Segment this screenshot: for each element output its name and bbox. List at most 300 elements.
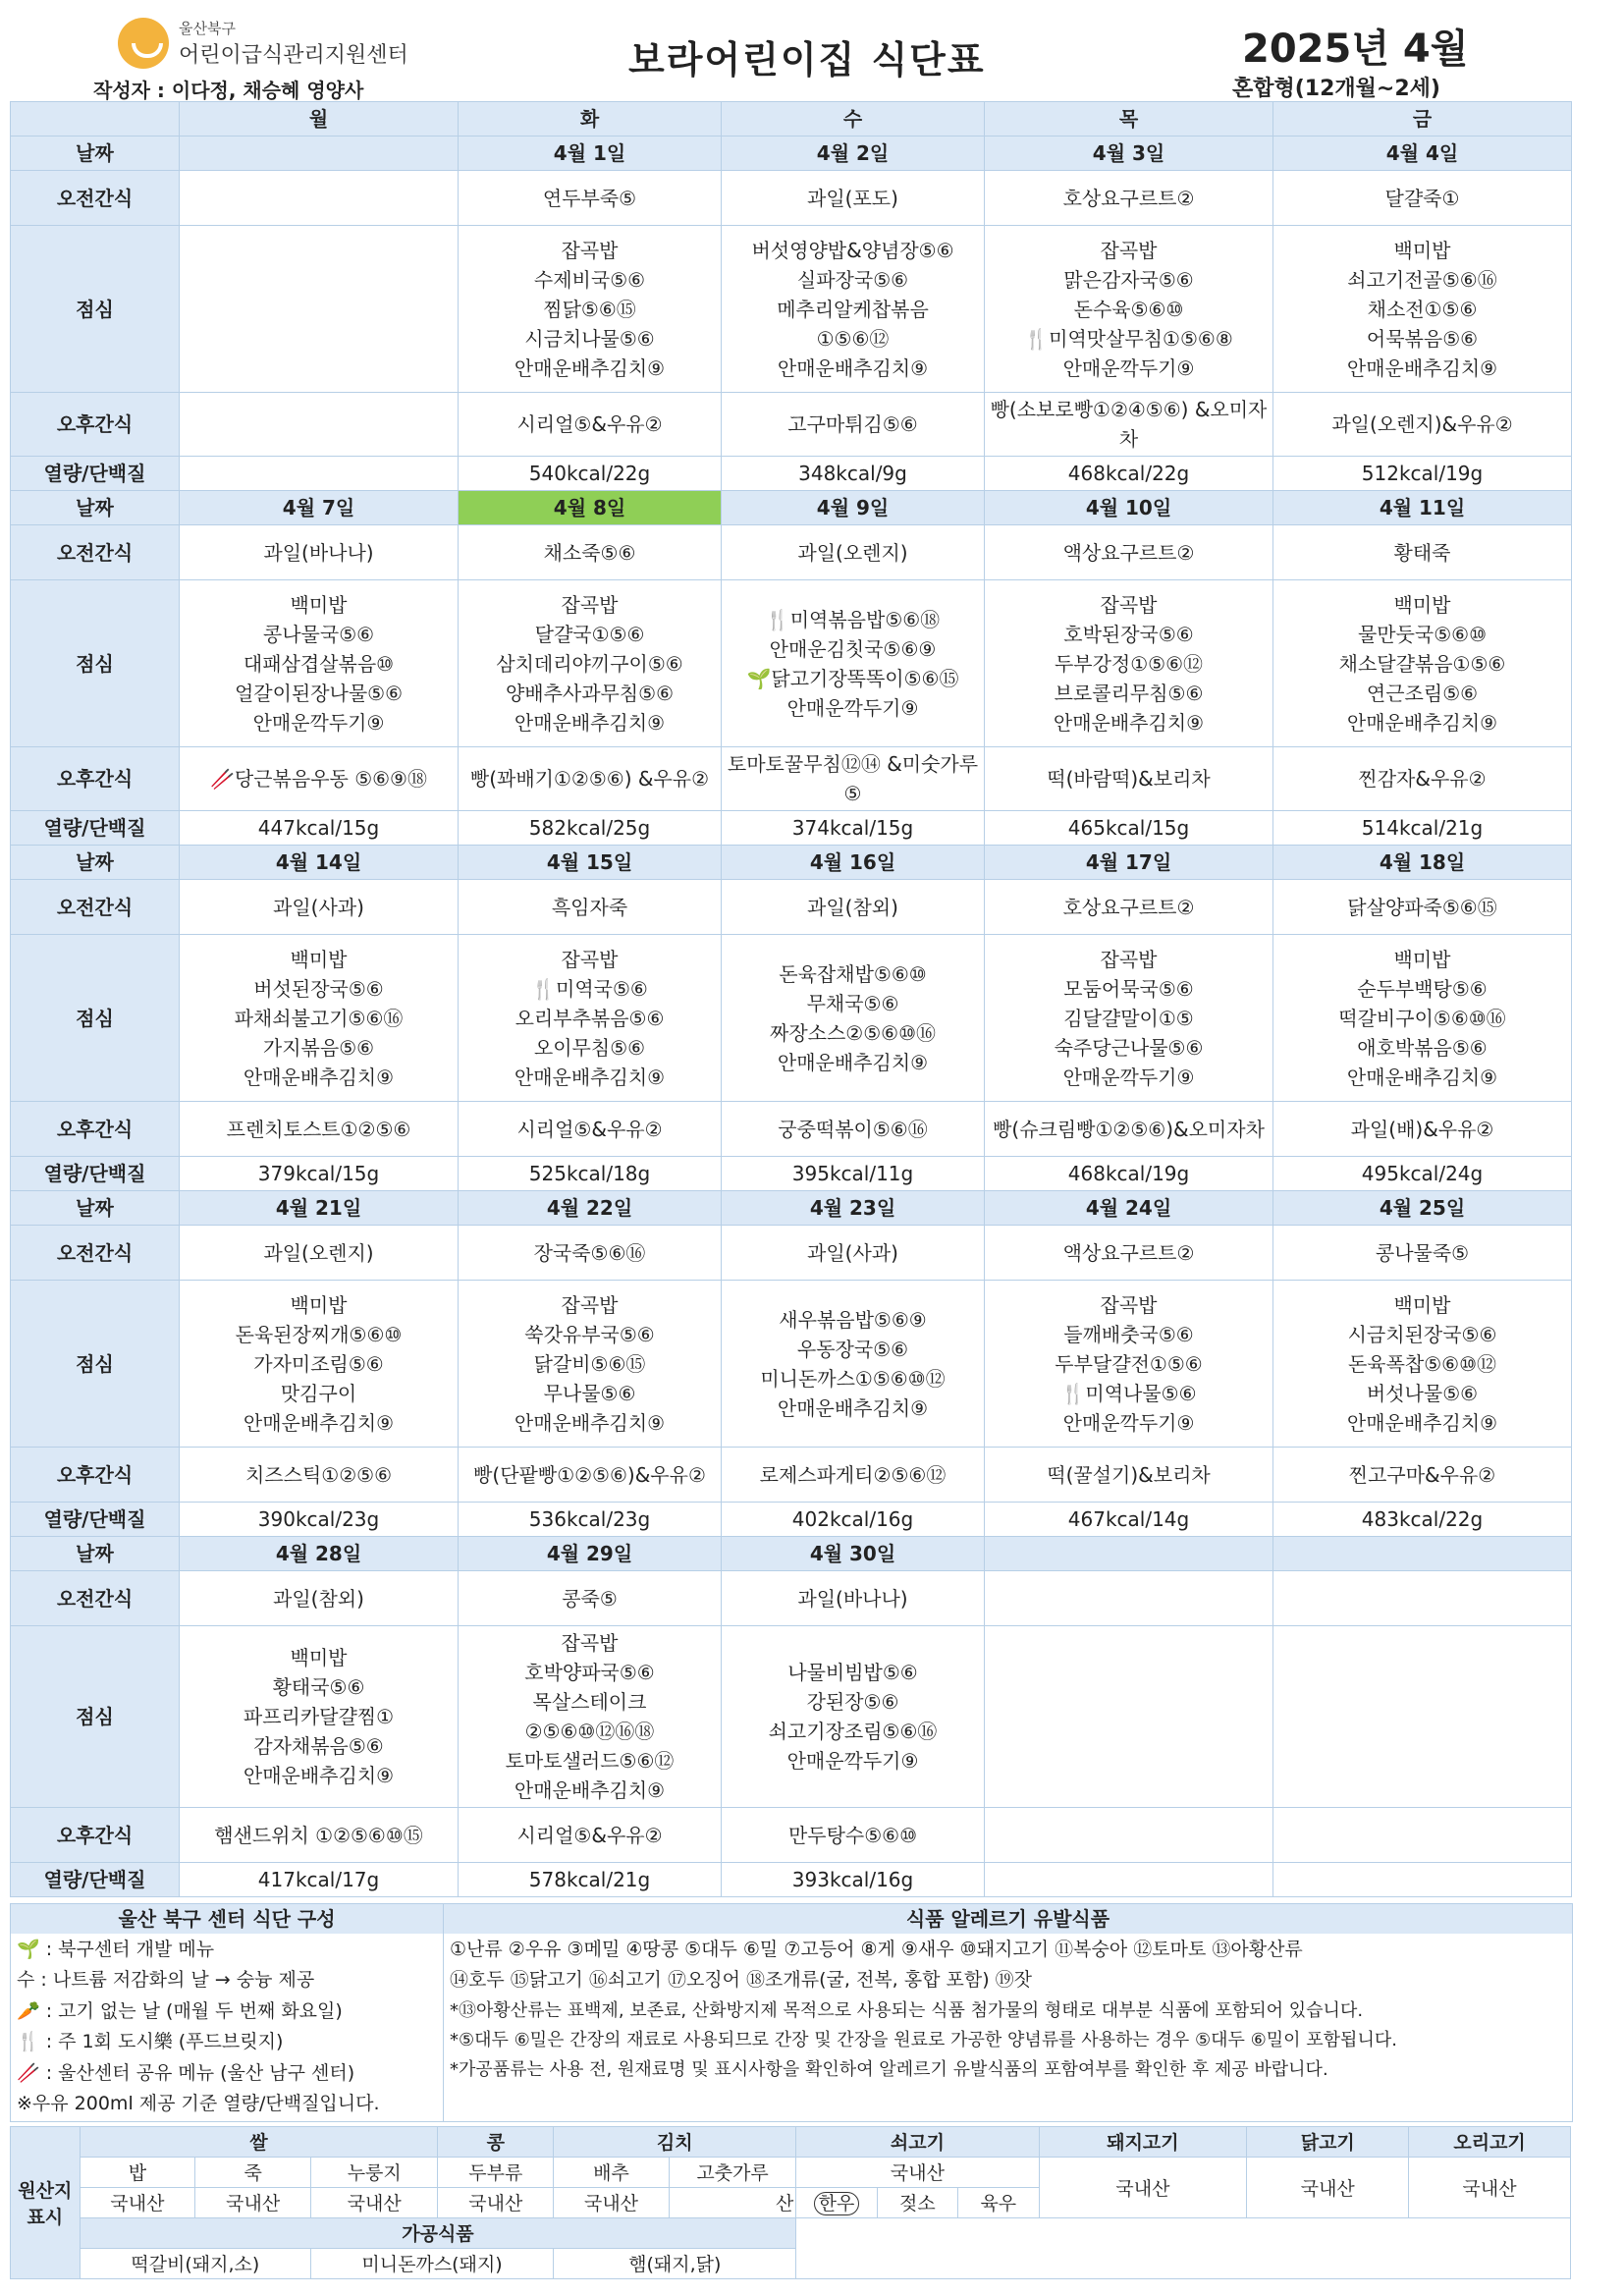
- pm-snack-cell: 떡(바람떡)&보리차: [985, 747, 1273, 811]
- lunch-item: 안매운배추김치⑨: [514, 710, 666, 735]
- lunch-item: 대패삼겹살볶음⑩: [243, 651, 395, 676]
- lunch-item: 쇠고기전골⑤⑥⑯: [1347, 267, 1497, 292]
- lunch-item: 🍴미역나물⑤⑥: [1060, 1381, 1197, 1405]
- origin-beef-domestic: 국내산: [796, 2157, 1039, 2187]
- pm-snack-cell: 궁중떡볶이⑤⑥⑯: [722, 1102, 985, 1157]
- row-label-date: 날짜: [11, 846, 180, 880]
- am-snack-cell: [985, 1571, 1273, 1626]
- kcal-cell: 417kcal/17g: [180, 1863, 459, 1897]
- lunch-cell: [1273, 935, 1572, 1102]
- lunch-item: 버섯된장국⑤⑥: [253, 976, 384, 1001]
- composition-line: 🥕 : 고기 없는 날 (매월 두 번째 화요일): [17, 1999, 343, 2022]
- date-cell: 4월 28일: [180, 1537, 459, 1571]
- lunch-item: 안매운김칫국⑤⑥⑨: [769, 636, 937, 661]
- row-label-date: 날짜: [11, 1537, 180, 1571]
- lunch-item: 잡곡밥: [561, 1631, 619, 1655]
- row-label-kcal: 열량/단백질: [11, 1863, 180, 1897]
- date-cell: 4월 25일: [1273, 1191, 1572, 1226]
- am-snack-cell: 닭살양파죽⑤⑥⑮: [1273, 880, 1572, 935]
- lunch-cell: [985, 226, 1273, 393]
- lunch-cell: [722, 580, 985, 747]
- date-cell: 4월 8일: [459, 491, 722, 525]
- pm-snack-cell: 찐감자&우유②: [1273, 747, 1572, 811]
- smile-logo-icon: [118, 18, 169, 69]
- lunch-item: 우동장국⑤⑥: [796, 1337, 909, 1361]
- pm-snack-cell: 시리얼⑤&우유②: [459, 1102, 722, 1157]
- am-snack-cell: 호상요구르트②: [985, 171, 1273, 226]
- pm-snack-cell: 떡(꿀설기)&보리차: [985, 1448, 1273, 1503]
- author: 작성자 : 이다정, 채승혜 영양사: [93, 79, 364, 102]
- lunch-item: 순두부백탕⑤⑥: [1357, 976, 1488, 1001]
- lunch-item: 돈수육⑤⑥⑩: [1073, 297, 1184, 321]
- lunch-item: 시금치나물⑤⑥: [524, 326, 655, 351]
- origin-cabbage-domestic: 국내산: [554, 2187, 670, 2217]
- pm-snack-cell: 치즈스틱①②⑤⑥: [180, 1448, 459, 1503]
- am-snack-cell: 장국죽⑤⑥⑯: [459, 1226, 722, 1281]
- row-label-kcal: 열량/단백질: [11, 457, 180, 491]
- lunch-item: 돈육잡채밥⑤⑥⑩: [779, 961, 927, 986]
- lunch-item: 연근조림⑤⑥: [1366, 681, 1479, 705]
- center-logo: [118, 18, 408, 69]
- lunch-item: 🌱닭고기장똑똑이⑤⑥⑮: [746, 666, 959, 690]
- lunch-item: 삼치데리야끼구이⑤⑥: [496, 651, 683, 676]
- pm-snack-cell: [1273, 1808, 1572, 1863]
- lunch-item: 호박된장국⑤⑥: [1063, 622, 1194, 646]
- lunch-item: 백미밥: [1393, 947, 1451, 971]
- lunch-cell: [1273, 1626, 1572, 1808]
- lunch-item: 나물비빔밥⑤⑥: [787, 1661, 918, 1684]
- pm-snack-cell: [985, 1808, 1273, 1863]
- lunch-cell: [985, 1281, 1273, 1448]
- date-cell: 4월 21일: [180, 1191, 459, 1226]
- year-month: 2025년 4월: [1242, 27, 1469, 72]
- am-snack-cell: 과일(오렌지): [180, 1226, 459, 1281]
- lunch-item: 안매운배추김치⑨: [514, 1065, 666, 1089]
- page-header: [10, 18, 1581, 101]
- day-header: 목: [985, 102, 1273, 137]
- row-label-kcal: 열량/단백질: [11, 811, 180, 846]
- origin-bap-domestic: 국내산: [80, 2187, 195, 2217]
- kcal-cell: 483kcal/22g: [1273, 1503, 1572, 1537]
- lunch-cell: [459, 580, 722, 747]
- row-label-kcal: 열량/단백질: [11, 1157, 180, 1191]
- lunch-item: 잡곡밥: [561, 1292, 619, 1317]
- kcal-cell: 578kcal/21g: [459, 1863, 722, 1897]
- row-label-lunch: 점심: [11, 226, 180, 393]
- am-snack-cell: 호상요구르트②: [985, 880, 1273, 935]
- lunch-item: 강된장⑤⑥: [806, 1690, 899, 1714]
- pm-snack-cell: 🥢당근볶음우동 ⑤⑥⑨⑱: [180, 747, 459, 811]
- lunch-item: 안매운배추김치⑨: [1346, 1410, 1498, 1435]
- lunch-item: 쑥갓유부국⑤⑥: [524, 1322, 655, 1346]
- lunch-item: 잡곡밥: [1100, 238, 1158, 262]
- composition-line: 🍴 : 주 1회 도시樂 (푸드브릿지): [17, 2031, 284, 2053]
- pm-snack-cell: 과일(오렌지)&우유②: [1273, 393, 1572, 457]
- lunch-item: 안매운배추김치⑨: [1346, 1065, 1498, 1089]
- pm-snack-cell: 빵(꽈배기①②⑤⑥) &우유②: [459, 747, 722, 811]
- kcal-cell: 525kcal/18g: [459, 1157, 722, 1191]
- date-cell: 4월 14일: [180, 846, 459, 880]
- row-label-pm-snack: 오후간식: [11, 747, 180, 811]
- page-title: 보라어린이집 식단표: [628, 38, 986, 82]
- lunch-item: 시금치된장국⑤⑥: [1347, 1322, 1497, 1346]
- allergy-note: *가공품류는 사용 전, 원재료명 및 표시사항을 확인하여 알레르기 유발식품의 포함여부를 확인한 후 제공 바랍니다.: [450, 2058, 1328, 2080]
- row-label-pm-snack: 오후간식: [11, 1102, 180, 1157]
- date-cell: [180, 137, 459, 171]
- lunch-item: 콩나물국⑤⑥: [262, 622, 375, 646]
- lunch-item: 잡곡밥: [1100, 1292, 1158, 1317]
- row-label-pm-snack: 오후간식: [11, 1448, 180, 1503]
- lunch-cell: [180, 1626, 459, 1808]
- info-section: [10, 1903, 1573, 2122]
- lunch-item: 돈육된장찌개⑤⑥⑩: [235, 1322, 403, 1346]
- lunch-item: 새우볶음밥⑤⑥⑨: [779, 1307, 927, 1332]
- lunch-item: 미니돈까스①⑤⑥⑩⑫: [760, 1366, 946, 1391]
- date-cell: 4월 29일: [459, 1537, 722, 1571]
- corner-cell: [11, 102, 180, 137]
- am-snack-cell: 과일(참외): [180, 1571, 459, 1626]
- lunch-cell: [180, 580, 459, 747]
- am-snack-cell: 과일(바나나): [180, 525, 459, 580]
- lunch-item: 안매운깍두기⑨: [252, 710, 385, 735]
- row-label-kcal: 열량/단백질: [11, 1503, 180, 1537]
- am-snack-cell: 달걀죽①: [1273, 171, 1572, 226]
- kcal-cell: 582kcal/25g: [459, 811, 722, 846]
- lunch-cell: [459, 226, 722, 393]
- composition-line: 🌱 : 북구센터 개발 메뉴: [17, 1939, 215, 1960]
- lunch-item: 안매운배추김치⑨: [1053, 710, 1205, 735]
- lunch-cell: [459, 1626, 722, 1808]
- row-label-lunch: 점심: [11, 1281, 180, 1448]
- origin-hanwoo: 한우: [796, 2187, 877, 2217]
- lunch-item: 떡갈비구이⑤⑥⑩⑯: [1338, 1006, 1506, 1030]
- origin-chili: 고춧가루: [669, 2157, 795, 2187]
- date-cell: 4월 9일: [722, 491, 985, 525]
- date-cell: 4월 10일: [985, 491, 1273, 525]
- origin-nurungji: 누룽지: [310, 2157, 437, 2187]
- pm-snack-cell: 빵(단팥빵①②⑤⑥)&우유②: [459, 1448, 722, 1503]
- lunch-item: 김달걀말이①⑤: [1063, 1006, 1194, 1030]
- logo-region: 울산북구: [179, 20, 236, 37]
- lunch-item: 맑은감자국⑤⑥: [1063, 267, 1194, 292]
- row-label-am-snack: 오전간식: [11, 880, 180, 935]
- lunch-item: 맛김구이: [280, 1381, 357, 1405]
- lunch-item: 안매운배추김치⑨: [777, 1395, 929, 1420]
- row-label-lunch: 점심: [11, 1626, 180, 1808]
- lunch-item: 안매운배추김치⑨: [514, 355, 666, 380]
- origin-pork: 돼지고기: [1039, 2126, 1247, 2157]
- lunch-item: 가지볶음⑤⑥: [262, 1035, 375, 1060]
- lunch-item: 들깨배춧국⑤⑥: [1063, 1322, 1194, 1346]
- pm-snack-cell: 로제스파게티②⑤⑥⑫: [722, 1448, 985, 1503]
- lunch-item: 실파장국⑤⑥: [796, 267, 909, 292]
- origin-p3: 햄(돼지,닭): [554, 2248, 796, 2278]
- lunch-item: 안매운배추김치⑨: [243, 1065, 395, 1089]
- lunch-item: 잡곡밥: [561, 238, 619, 262]
- lunch-cell: [985, 580, 1273, 747]
- lunch-cell: [180, 935, 459, 1102]
- lunch-item: 안매운배추김치⑨: [777, 355, 929, 380]
- lunch-item: 버섯영양밥&양념장⑤⑥: [751, 238, 954, 262]
- lunch-item: 오리부추볶음⑤⑥: [514, 1006, 665, 1030]
- allergy-line: ①난류 ②우유 ③메밀 ④땅콩 ⑤대두 ⑥밀 ⑦고등어 ⑧게 ⑨새우 ⑩돼지고기 ⑪복숭아 ⑫토마토 ⑬아황산류: [450, 1939, 1303, 1960]
- origin-rice: 쌀: [80, 2126, 438, 2157]
- lunch-item: 백미밥: [1393, 592, 1451, 617]
- lunch-item: 잡곡밥: [561, 592, 619, 617]
- kcal-cell: 447kcal/15g: [180, 811, 459, 846]
- kcal-cell: 395kcal/11g: [722, 1157, 985, 1191]
- am-snack-cell: 액상요구르트②: [985, 525, 1273, 580]
- date-cell: 4월 4일: [1273, 137, 1572, 171]
- lunch-item: ②⑤⑥⑩⑫⑯⑱: [524, 1720, 655, 1743]
- am-snack-cell: 과일(바나나): [722, 1571, 985, 1626]
- composition-heading: 울산 북구 센터 식단 구성: [11, 1904, 443, 1934]
- am-snack-cell: 연두부죽⑤: [459, 171, 722, 226]
- date-cell: 4월 3일: [985, 137, 1273, 171]
- lunch-item: 채소달걀볶음①⑤⑥: [1338, 651, 1506, 676]
- date-cell: 4월 7일: [180, 491, 459, 525]
- lunch-cell: [459, 935, 722, 1102]
- lunch-item: ①⑤⑥⑫: [816, 326, 890, 351]
- pm-snack-cell: 빵(슈크림빵①②⑤⑥)&오미자차: [985, 1102, 1273, 1157]
- origin-chicken: 닭고기: [1247, 2126, 1409, 2157]
- date-cell: 4월 2일: [722, 137, 985, 171]
- lunch-item: 파채쇠불고기⑤⑥⑯: [234, 1006, 404, 1030]
- am-snack-cell: 과일(포도): [722, 171, 985, 226]
- origin-beef: 쇠고기: [796, 2126, 1039, 2157]
- kcal-cell: 468kcal/22g: [985, 457, 1273, 491]
- am-snack-cell: 콩죽⑤: [459, 1571, 722, 1626]
- origin-dairy: 젖소: [877, 2187, 957, 2217]
- lunch-cell: [985, 1626, 1273, 1808]
- lunch-item: 백미밥: [290, 947, 348, 971]
- origin-tofu: 두부류: [438, 2157, 554, 2187]
- pm-snack-cell: 고구마튀김⑤⑥: [722, 393, 985, 457]
- lunch-item: 닭갈비⑤⑥⑮: [533, 1351, 646, 1376]
- am-snack-cell: [180, 171, 459, 226]
- pm-snack-cell: 토마토꿀무침⑫⑭ &미숫가루⑤: [722, 747, 985, 811]
- lunch-item: 잡곡밥: [1100, 947, 1158, 971]
- row-label-date: 날짜: [11, 491, 180, 525]
- lunch-item: 백미밥: [1393, 238, 1451, 262]
- origin-duck-domestic: 국내산: [1409, 2157, 1571, 2217]
- lunch-item: 안매운깍두기⑨: [786, 695, 919, 720]
- date-cell: 4월 15일: [459, 846, 722, 880]
- composition-box: [11, 1904, 444, 2121]
- day-header: 화: [459, 102, 722, 137]
- lunch-item: 안매운배추김치⑨: [514, 1778, 666, 1802]
- lunch-item: 백미밥: [290, 1646, 348, 1669]
- kcal-cell: 495kcal/24g: [1273, 1157, 1572, 1191]
- lunch-item: 가자미조림⑤⑥: [253, 1351, 384, 1376]
- kcal-cell: 390kcal/23g: [180, 1503, 459, 1537]
- kcal-cell: [180, 457, 459, 491]
- pm-snack-cell: 찐고구마&우유②: [1273, 1448, 1572, 1503]
- origin-p2: 미니돈까스(돼지): [310, 2248, 553, 2278]
- lunch-item: 오이무침⑤⑥: [533, 1035, 646, 1060]
- lunch-item: 무채국⑤⑥: [806, 991, 899, 1015]
- pm-snack-cell: 시리얼⑤&우유②: [459, 1808, 722, 1863]
- date-cell: 4월 23일: [722, 1191, 985, 1226]
- day-header: 금: [1273, 102, 1572, 137]
- lunch-item: 숙주당근나물⑤⑥: [1054, 1035, 1204, 1060]
- kcal-cell: [1273, 1863, 1572, 1897]
- lunch-item: 메추리알케찹볶음: [777, 297, 929, 321]
- lunch-cell: [985, 935, 1273, 1102]
- pm-snack-cell: 만두탕수⑤⑥⑩: [722, 1808, 985, 1863]
- kcal-cell: 402kcal/16g: [722, 1503, 985, 1537]
- row-label-am-snack: 오전간식: [11, 1226, 180, 1281]
- day-header: 월: [180, 102, 459, 137]
- date-cell: 4월 30일: [722, 1537, 985, 1571]
- lunch-item: 목살스테이크: [532, 1690, 647, 1714]
- allergy-note: *⑤대두 ⑥밀은 간장의 재료로 사용되므로 간장 및 간장을 원료로 가공한 양념류를 사용하는 경우 ⑤대두 ⑥밀이 포함됩니다.: [450, 2029, 1397, 2050]
- kcal-cell: 467kcal/14g: [985, 1503, 1273, 1537]
- lunch-item: 호박양파국⑤⑥: [524, 1661, 655, 1684]
- lunch-cell: [459, 1281, 722, 1448]
- row-label-pm-snack: 오후간식: [11, 393, 180, 457]
- lunch-item: 얼갈이된장나물⑤⑥: [234, 681, 404, 705]
- date-cell: 4월 24일: [985, 1191, 1273, 1226]
- lunch-cell: [722, 1626, 985, 1808]
- lunch-item: 수제비국⑤⑥: [533, 267, 646, 292]
- am-snack-cell: 과일(사과): [180, 880, 459, 935]
- logo-center-name: 어린이급식관리지원센터: [179, 43, 408, 68]
- pm-snack-cell: 시리얼⑤&우유②: [459, 393, 722, 457]
- lunch-item: 찜닭⑤⑥⑮: [543, 297, 636, 321]
- row-label-am-snack: 오전간식: [11, 1571, 180, 1626]
- lunch-item: 황태국⑤⑥: [272, 1675, 365, 1699]
- allergy-box: [444, 1904, 1572, 2121]
- lunch-item: 안매운배추김치⑨: [514, 1410, 666, 1435]
- allergy-line: ⑭호두 ⑮닭고기 ⑯쇠고기 ⑰오징어 ⑱조개류(굴, 전복, 홍합 포함) ⑲잣: [450, 1969, 1033, 1992]
- lunch-item: 쇠고기장조림⑤⑥⑯: [768, 1720, 938, 1743]
- lunch-item: 잡곡밥: [1100, 592, 1158, 617]
- lunch-item: 파프리카달걀찜①: [243, 1705, 395, 1728]
- origin-bean: 콩: [438, 2126, 554, 2157]
- am-snack-cell: 과일(오렌지): [722, 525, 985, 580]
- row-label-pm-snack: 오후간식: [11, 1808, 180, 1863]
- kcal-cell: 514kcal/21g: [1273, 811, 1572, 846]
- row-label-lunch: 점심: [11, 935, 180, 1102]
- allergy-note: *⑬아황산류는 표백제, 보존료, 산화방지제 목적으로 사용되는 식품 첨가물의 형태로 대부분 식품에 포함되어 있습니다.: [450, 1999, 1364, 2021]
- row-label-date: 날짜: [11, 1191, 180, 1226]
- origin-beef-cattle: 육우: [958, 2187, 1039, 2217]
- origin-p1: 떡갈비(돼지,소): [80, 2248, 310, 2278]
- menu-table: [10, 101, 1572, 1897]
- day-header: 수: [722, 102, 985, 137]
- origin-table: [10, 2126, 1571, 2279]
- am-snack-cell: [1273, 1571, 1572, 1626]
- lunch-item: 안매운깍두기⑨: [1062, 1410, 1195, 1435]
- origin-juk: 죽: [195, 2157, 311, 2187]
- kcal-cell: 540kcal/22g: [459, 457, 722, 491]
- kcal-cell: 393kcal/16g: [722, 1863, 985, 1897]
- kcal-cell: [985, 1863, 1273, 1897]
- lunch-item: 채소전①⑤⑥: [1367, 297, 1478, 321]
- pm-snack-cell: [180, 393, 459, 457]
- origin-tofu-domestic: 국내산: [438, 2187, 554, 2217]
- pm-snack-cell: 빵(소보로빵①②④⑤⑥) &오미자차: [985, 393, 1273, 457]
- kcal-cell: 536kcal/23g: [459, 1503, 722, 1537]
- lunch-item: 백미밥: [290, 1292, 348, 1317]
- origin-empty: [796, 2217, 1571, 2278]
- origin-pork-domestic: 국내산: [1039, 2157, 1247, 2217]
- lunch-cell: [1273, 226, 1572, 393]
- lunch-item: 모둠어묵국⑤⑥: [1063, 976, 1194, 1001]
- row-label-lunch: 점심: [11, 580, 180, 747]
- lunch-cell: [180, 226, 459, 393]
- lunch-item: 브로콜리무침⑤⑥: [1054, 681, 1204, 705]
- am-snack-cell: 과일(사과): [722, 1226, 985, 1281]
- row-label-am-snack: 오전간식: [11, 525, 180, 580]
- date-cell: 4월 22일: [459, 1191, 722, 1226]
- allergy-heading: 식품 알레르기 유발식품: [444, 1904, 1572, 1934]
- lunch-item: 백미밥: [1393, 1292, 1451, 1317]
- am-snack-cell: 황태죽: [1273, 525, 1572, 580]
- lunch-cell: [1273, 1281, 1572, 1448]
- lunch-item: 안매운배추김치⑨: [243, 1764, 395, 1787]
- composition-line: ※우유 200ml 제공 기준 열량/단백질입니다.: [17, 2093, 380, 2115]
- kcal-cell: 468kcal/19g: [985, 1157, 1273, 1191]
- lunch-item: 안매운배추김치⑨: [1346, 355, 1498, 380]
- pm-snack-cell: 과일(배)&우유②: [1273, 1102, 1572, 1157]
- lunch-cell: [1273, 580, 1572, 747]
- am-snack-cell: 흑임자죽: [459, 880, 722, 935]
- lunch-item: 🍴미역볶음밥⑤⑥⑱: [765, 607, 941, 631]
- kcal-cell: 374kcal/15g: [722, 811, 985, 846]
- origin-bap: 밥: [80, 2157, 195, 2187]
- pm-snack-cell: 햄샌드위치 ①②⑤⑥⑩⑮: [180, 1808, 459, 1863]
- lunch-cell: [180, 1281, 459, 1448]
- lunch-item: 🍴미역맛살무침①⑤⑥⑧: [1024, 326, 1233, 351]
- menu-page: [10, 18, 1581, 2279]
- date-cell: 4월 11일: [1273, 491, 1572, 525]
- lunch-cell: [722, 935, 985, 1102]
- am-snack-cell: 액상요구르트②: [985, 1226, 1273, 1281]
- pm-snack-cell: 프렌치토스트①②⑤⑥: [180, 1102, 459, 1157]
- row-label-date: 날짜: [11, 137, 180, 171]
- lunch-item: 안매운배추김치⑨: [1346, 710, 1498, 735]
- lunch-item: 짜장소스②⑤⑥⑩⑯: [770, 1020, 936, 1045]
- age-group: 혼합형(12개월~2세): [1232, 77, 1440, 101]
- lunch-item: 잡곡밥: [561, 947, 619, 971]
- lunch-item: 물만둣국⑤⑥⑩: [1357, 622, 1488, 646]
- lunch-item: 애호박볶음⑤⑥: [1357, 1035, 1488, 1060]
- origin-chili-origin: 산: [669, 2187, 795, 2217]
- lunch-item: 🍴미역국⑤⑥: [531, 976, 648, 1001]
- lunch-item: 토마토샐러드⑤⑥⑫: [505, 1749, 675, 1773]
- date-cell: [985, 1537, 1273, 1571]
- date-cell: 4월 16일: [722, 846, 985, 880]
- lunch-item: 돈육폭찹⑤⑥⑩⑫: [1347, 1351, 1497, 1376]
- lunch-item: 백미밥: [290, 592, 348, 617]
- lunch-item: 감자채볶음⑤⑥: [253, 1734, 384, 1758]
- lunch-cell: [722, 226, 985, 393]
- kcal-cell: 379kcal/15g: [180, 1157, 459, 1191]
- origin-kimchi: 김치: [554, 2126, 796, 2157]
- date-cell: 4월 18일: [1273, 846, 1572, 880]
- origin-label: 원산지 표시: [11, 2126, 81, 2278]
- kcal-cell: 465kcal/15g: [985, 811, 1273, 846]
- lunch-item: 무나물⑤⑥: [543, 1381, 636, 1405]
- origin-duck: 오리고기: [1409, 2126, 1571, 2157]
- lunch-item: 달걀국①⑤⑥: [534, 622, 645, 646]
- kcal-cell: 348kcal/9g: [722, 457, 985, 491]
- composition-line: 수 : 나트륨 저감화의 날 → 숭늉 제공: [17, 1969, 315, 1992]
- lunch-item: 안매운배추김치⑨: [243, 1410, 395, 1435]
- date-cell: 4월 1일: [459, 137, 722, 171]
